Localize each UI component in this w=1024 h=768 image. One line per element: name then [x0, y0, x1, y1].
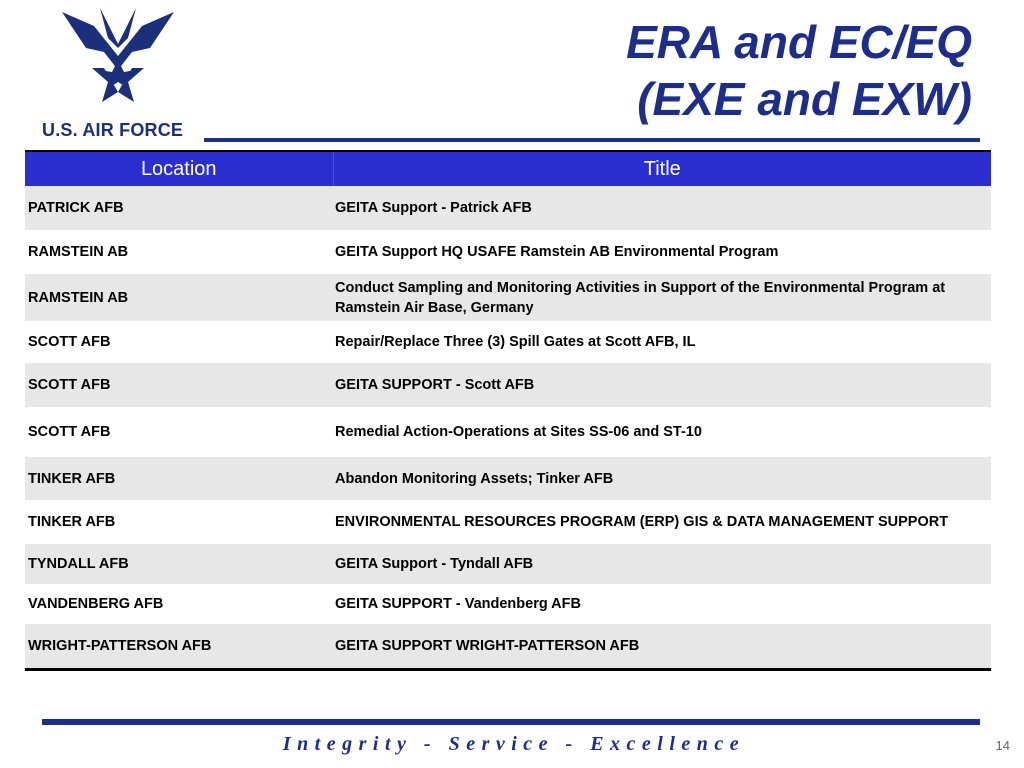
location-cell: WRIGHT-PATTERSON AFB	[25, 624, 333, 669]
air-force-wings-icon	[62, 8, 174, 104]
table-header-row	[25, 151, 991, 186]
title-cell: GEITA Support HQ USAFE Ramstein AB Environmental Program	[333, 230, 991, 274]
column-header-location: Location	[25, 151, 333, 186]
title-divider	[204, 138, 980, 142]
location-cell: RAMSTEIN AB	[25, 230, 333, 274]
table-row	[25, 363, 991, 407]
slide-title-line-1: ERA and EC/EQ	[626, 16, 972, 68]
location-cell: SCOTT AFB	[25, 407, 333, 457]
table-row	[25, 500, 991, 544]
title-cell: GEITA Support - Tyndall AFB	[333, 544, 991, 584]
location-cell: TYNDALL AFB	[25, 544, 333, 584]
title-cell: Repair/Replace Three (3) Spill Gates at Scott AFB, IL	[333, 321, 991, 363]
page-number: 14	[995, 738, 1010, 753]
slide-title-line-2: (EXE and EXW)	[637, 73, 972, 125]
location-cell: TINKER AFB	[25, 500, 333, 544]
table-row	[25, 321, 991, 363]
title-cell: Abandon Monitoring Assets; Tinker AFB	[333, 457, 991, 500]
footer-divider	[42, 719, 980, 725]
title-cell: GEITA SUPPORT - Scott AFB	[333, 363, 991, 407]
table-row	[25, 230, 991, 274]
slide-title	[626, 14, 972, 128]
location-cell: VANDENBERG AFB	[25, 584, 333, 624]
location-cell: SCOTT AFB	[25, 363, 333, 407]
title-cell: GEITA Support - Patrick AFB	[333, 186, 991, 230]
location-cell: RAMSTEIN AB	[25, 274, 333, 321]
location-cell: SCOTT AFB	[25, 321, 333, 363]
footer-motto: Integrity - Service - Excellence	[282, 733, 746, 755]
title-cell: Conduct Sampling and Monitoring Activities in Support of the Environmental Program at Ramstein Air Base, Germany	[333, 274, 991, 321]
table-row	[25, 544, 991, 584]
table-row	[25, 624, 991, 669]
title-cell: ENVIRONMENTAL RESOURCES PROGRAM (ERP) GIS & DATA MANAGEMENT SUPPORT	[333, 500, 991, 544]
location-cell: PATRICK AFB	[25, 186, 333, 230]
table-row	[25, 457, 991, 500]
contracts-table	[25, 150, 991, 671]
air-force-logo	[36, 8, 202, 138]
table-row	[25, 407, 991, 457]
location-cell: TINKER AFB	[25, 457, 333, 500]
table-row	[25, 584, 991, 624]
title-cell: GEITA SUPPORT - Vandenberg AFB	[333, 584, 991, 624]
logo-wordmark: U.S. AIR FORCE	[42, 120, 184, 140]
column-header-title: Title	[333, 151, 991, 186]
table-row	[25, 186, 991, 230]
table-row	[25, 274, 991, 321]
title-cell: GEITA SUPPORT WRIGHT-PATTERSON AFB	[333, 624, 991, 669]
title-cell: Remedial Action-Operations at Sites SS-06 and ST-10	[333, 407, 991, 457]
